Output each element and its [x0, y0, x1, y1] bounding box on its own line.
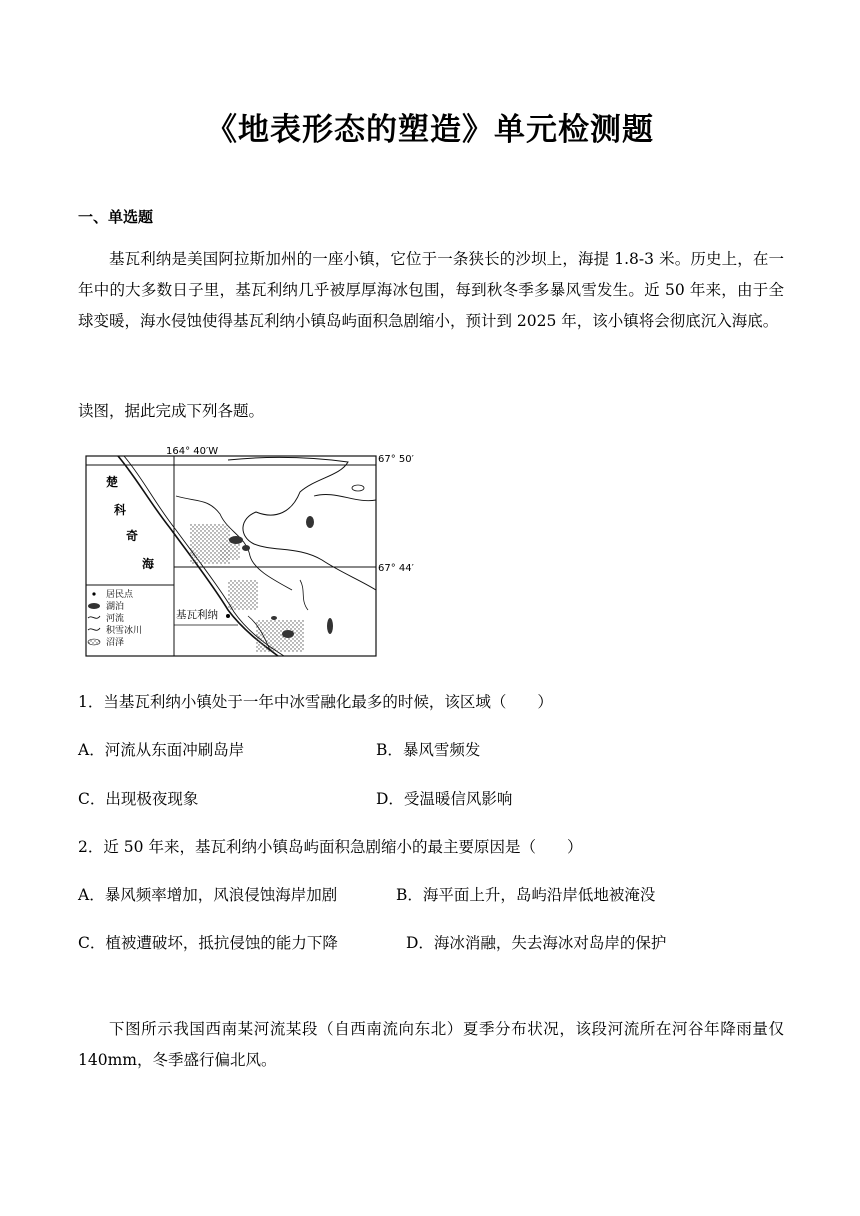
question-2-option-c: C．植被遭破坏，抵抗侵蚀的能力下降 [78, 934, 338, 952]
settlement-point [226, 614, 230, 618]
read-map-instruction: 读图，据此完成下列各题。 [78, 402, 265, 420]
sea-label-char: 海 [142, 557, 155, 571]
section-heading: 一、单选题 [78, 208, 154, 226]
legend-item: 湖泊 [106, 602, 125, 612]
document-title: 《地表形态的塑造》单元检测题 [206, 112, 654, 148]
question-2-stem: 2．近 50 年来，基瓦利纳小镇岛屿面积急剧缩小的最主要原因是（ ） [78, 838, 583, 856]
legend-item: 河流 [106, 614, 125, 624]
town-label: 基瓦利纳 [176, 609, 218, 621]
question-2-option-a: A．暴风频率增加，风浪侵蚀海岸加剧 [78, 886, 338, 904]
question-1-option-a: A．河流从东面冲刷岛岸 [78, 741, 245, 759]
legend-settlement-symbol [92, 592, 95, 595]
legend-marsh-symbol [88, 639, 100, 645]
question-1-option-b: B．暴风雪频发 [376, 741, 481, 759]
question-1-option-d: D．受温暖信风影响 [376, 790, 513, 808]
kivalina-map [78, 440, 420, 662]
question-1-option-c: C．出现极夜现象 [78, 790, 199, 808]
latitude-bottom-label: 67° 44′ [378, 563, 414, 574]
longitude-label: 164° 40′W [166, 446, 219, 457]
lake [229, 536, 243, 544]
legend-item: 积雪冰川 [106, 626, 143, 636]
legend-lake-symbol [88, 603, 100, 609]
sea-label-char: 奇 [126, 529, 139, 543]
sea-label-char: 科 [114, 503, 127, 517]
legend-item: 沼泽 [106, 638, 125, 648]
latitude-top-label: 67° 50′ [378, 454, 414, 465]
question-1-stem: 1．当基瓦利纳小镇处于一年中冰雪融化最多的时候，该区域（ ） [78, 693, 553, 711]
sea-label-char: 楚 [106, 475, 119, 489]
passage-river: 下图所示我国西南某河流某段（自西南流向东北）夏季分布状况，该段河流所在河谷年降雨量仅 140mm，冬季盛行偏北风。 [78, 1020, 784, 1069]
legend-item: 居民点 [106, 590, 134, 600]
passage-kivalina: 基瓦利纳是美国阿拉斯加州的一座小镇，它位于一条狭长的沙坝上，海提 1.8-3 米。历史上，在一年中的大多数日子里，基瓦利纳几乎被厚厚海冰包围，每到秋冬季多暴风雪发生。近 50 年来，由于全球变暖，海水侵蚀使得基瓦利纳小镇岛屿面积急剧缩小，预计到 2025 年，该小镇将会彻底沉入海底。 [78, 250, 784, 330]
question-2-option-d: D．海冰消融，失去海冰对岛岸的保护 [406, 934, 667, 952]
question-2-option-b: B．海平面上升，岛屿沿岸低地被淹没 [396, 886, 656, 904]
